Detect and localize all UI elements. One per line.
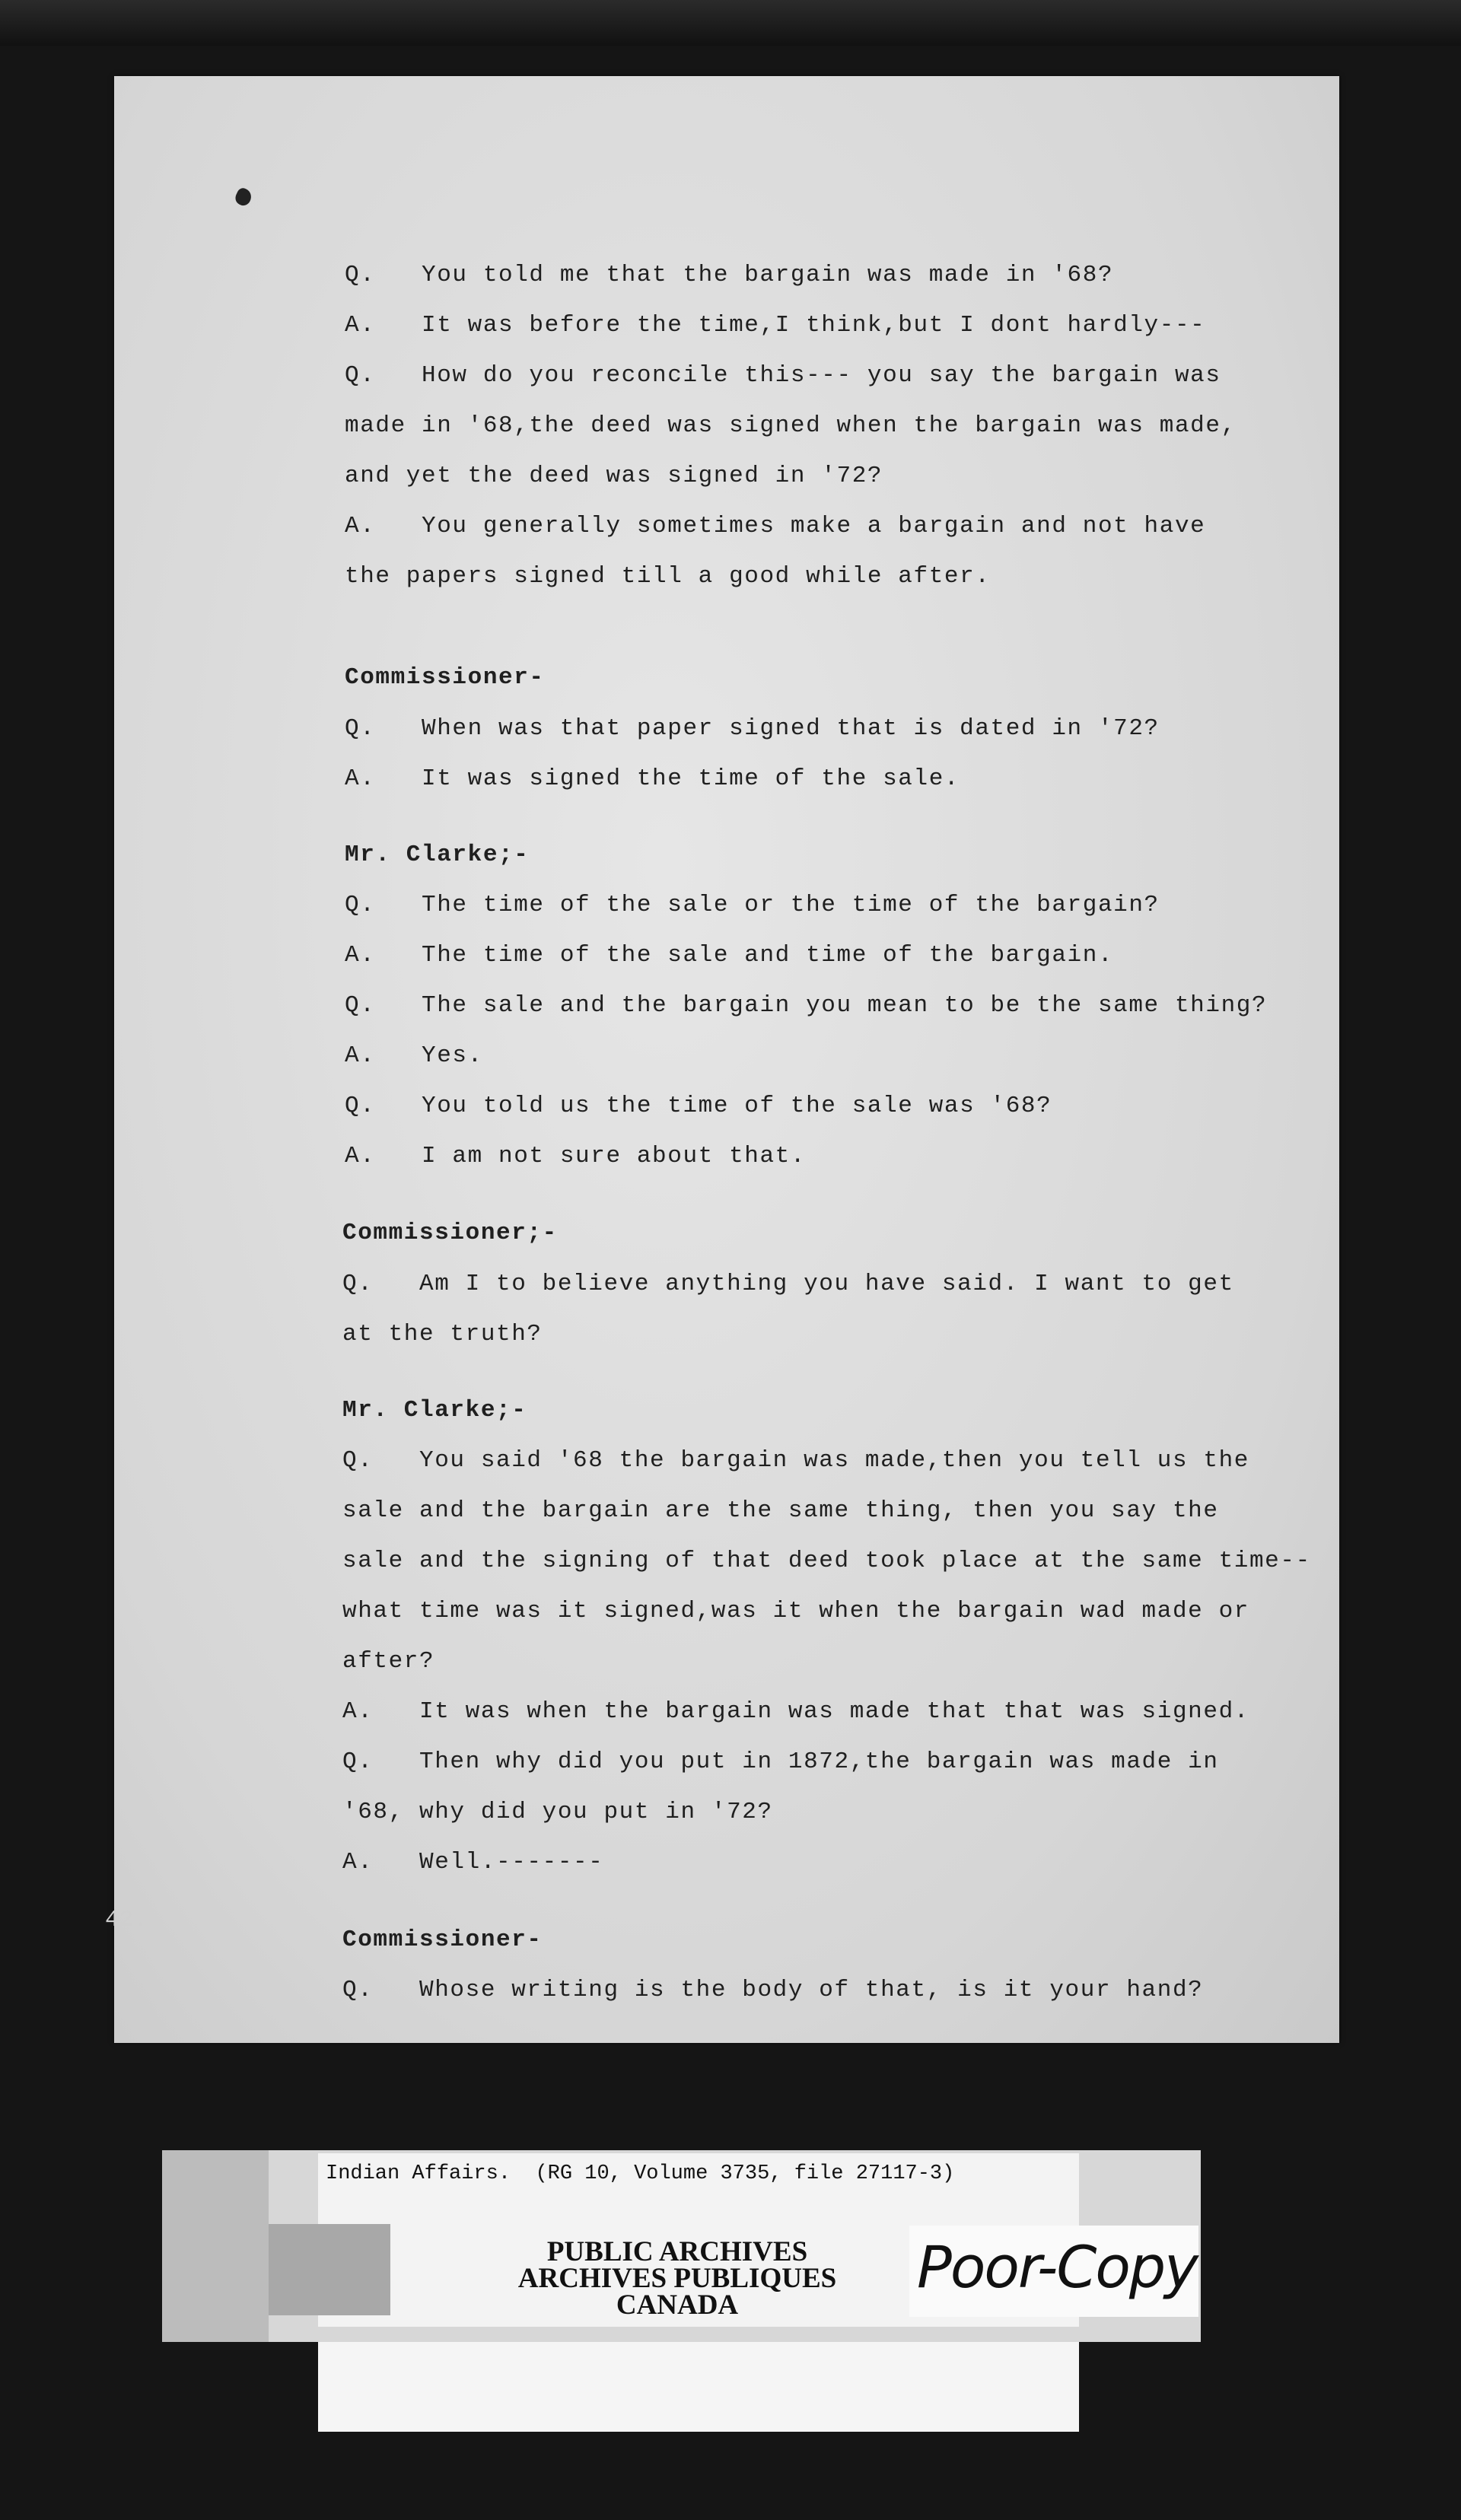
speaker-heading: Commissioner;- [342, 1220, 558, 1246]
transcript-line: A. It was signed the time of the sale. [345, 765, 960, 792]
transcript-line: Q. You told me that the bargain was made in '68? [345, 262, 1114, 288]
transcript-line: and yet the deed was signed in '72? [345, 463, 883, 489]
transcript-line: what time was it signed,was it when the bargain wad made or [342, 1598, 1249, 1624]
transcript-line: '68, why did you put in '72? [342, 1799, 773, 1825]
label-tab [162, 2150, 269, 2342]
stamp-line: ARCHIVES PUBLIQUES [517, 2263, 837, 2294]
transcript-line: Q. You told us the time of the sale was '68? [345, 1093, 1052, 1119]
transcript-line: Q. You said '68 the bargain was made,then you tell us the [342, 1447, 1249, 1474]
transcript-line: Q. When was that paper signed that is dated in '72? [345, 715, 1160, 742]
transcript-line: A. Well.------- [342, 1849, 604, 1876]
document-page [114, 76, 1339, 2043]
transcript-line: Q. How do you reconcile this--- you say the bargain was [345, 362, 1221, 389]
transcript-line: sale and the bargain are the same thing, then you say the [342, 1497, 1219, 1524]
transcript-line: Q. Am I to believe anything you have said. I want to get [342, 1271, 1234, 1297]
stamp-line: PUBLIC ARCHIVES [546, 2236, 808, 2267]
transcript-line: Q. The time of the sale or the time of the bargain? [345, 892, 1160, 918]
transcript-line: made in '68,the deed was signed when the bargain was made, [345, 412, 1237, 439]
transcript-line: Q. Then why did you put in 1872,the bargain was made in [342, 1748, 1219, 1775]
transcript-line: A. The time of the sale and time of the bargain. [345, 942, 1114, 969]
poor-copy-note: Poor-Copy [917, 2233, 1198, 2301]
transcript-line: sale and the signing of that deed took place at the same time-- [342, 1548, 1311, 1574]
speaker-heading: Commissioner- [345, 664, 545, 691]
stamp-line: CANADA [616, 2289, 739, 2321]
transcript-line: A. It was before the time,I think,but I dont hardly--- [345, 312, 1206, 339]
label-blank-area [318, 2342, 1079, 2432]
transcript-line: Q. Whose writing is the body of that, is it your hand? [342, 1977, 1204, 2003]
speaker-heading: Commissioner- [342, 1927, 543, 1953]
transcript-line: A. It was when the bargain was made that that was signed. [342, 1698, 1249, 1725]
transcript-line: A. Yes. [345, 1042, 483, 1069]
public-archives-stamp [487, 2236, 867, 2321]
archive-reference: Indian Affairs. (RG 10, Volume 3735, file 27117-3) [326, 2162, 955, 2185]
speaker-heading: Mr. Clarke;- [342, 1397, 527, 1424]
transcript-line: the papers signed till a good while after. [345, 563, 991, 590]
transcript-line: at the truth? [342, 1321, 543, 1348]
film-edge [0, 0, 1461, 46]
transcript-line: A. I am not sure about that. [345, 1143, 807, 1169]
transcript-line: Q. The sale and the bargain you mean to be the same thing? [345, 992, 1268, 1019]
label-band [269, 2224, 390, 2315]
transcript [114, 76, 1339, 2043]
transcript-line: A. You generally sometimes make a bargain and not have [345, 513, 1206, 539]
page-number: 42. [105, 1907, 148, 1933]
transcript-line: after? [342, 1648, 435, 1675]
speaker-heading: Mr. Clarke;- [345, 842, 530, 868]
